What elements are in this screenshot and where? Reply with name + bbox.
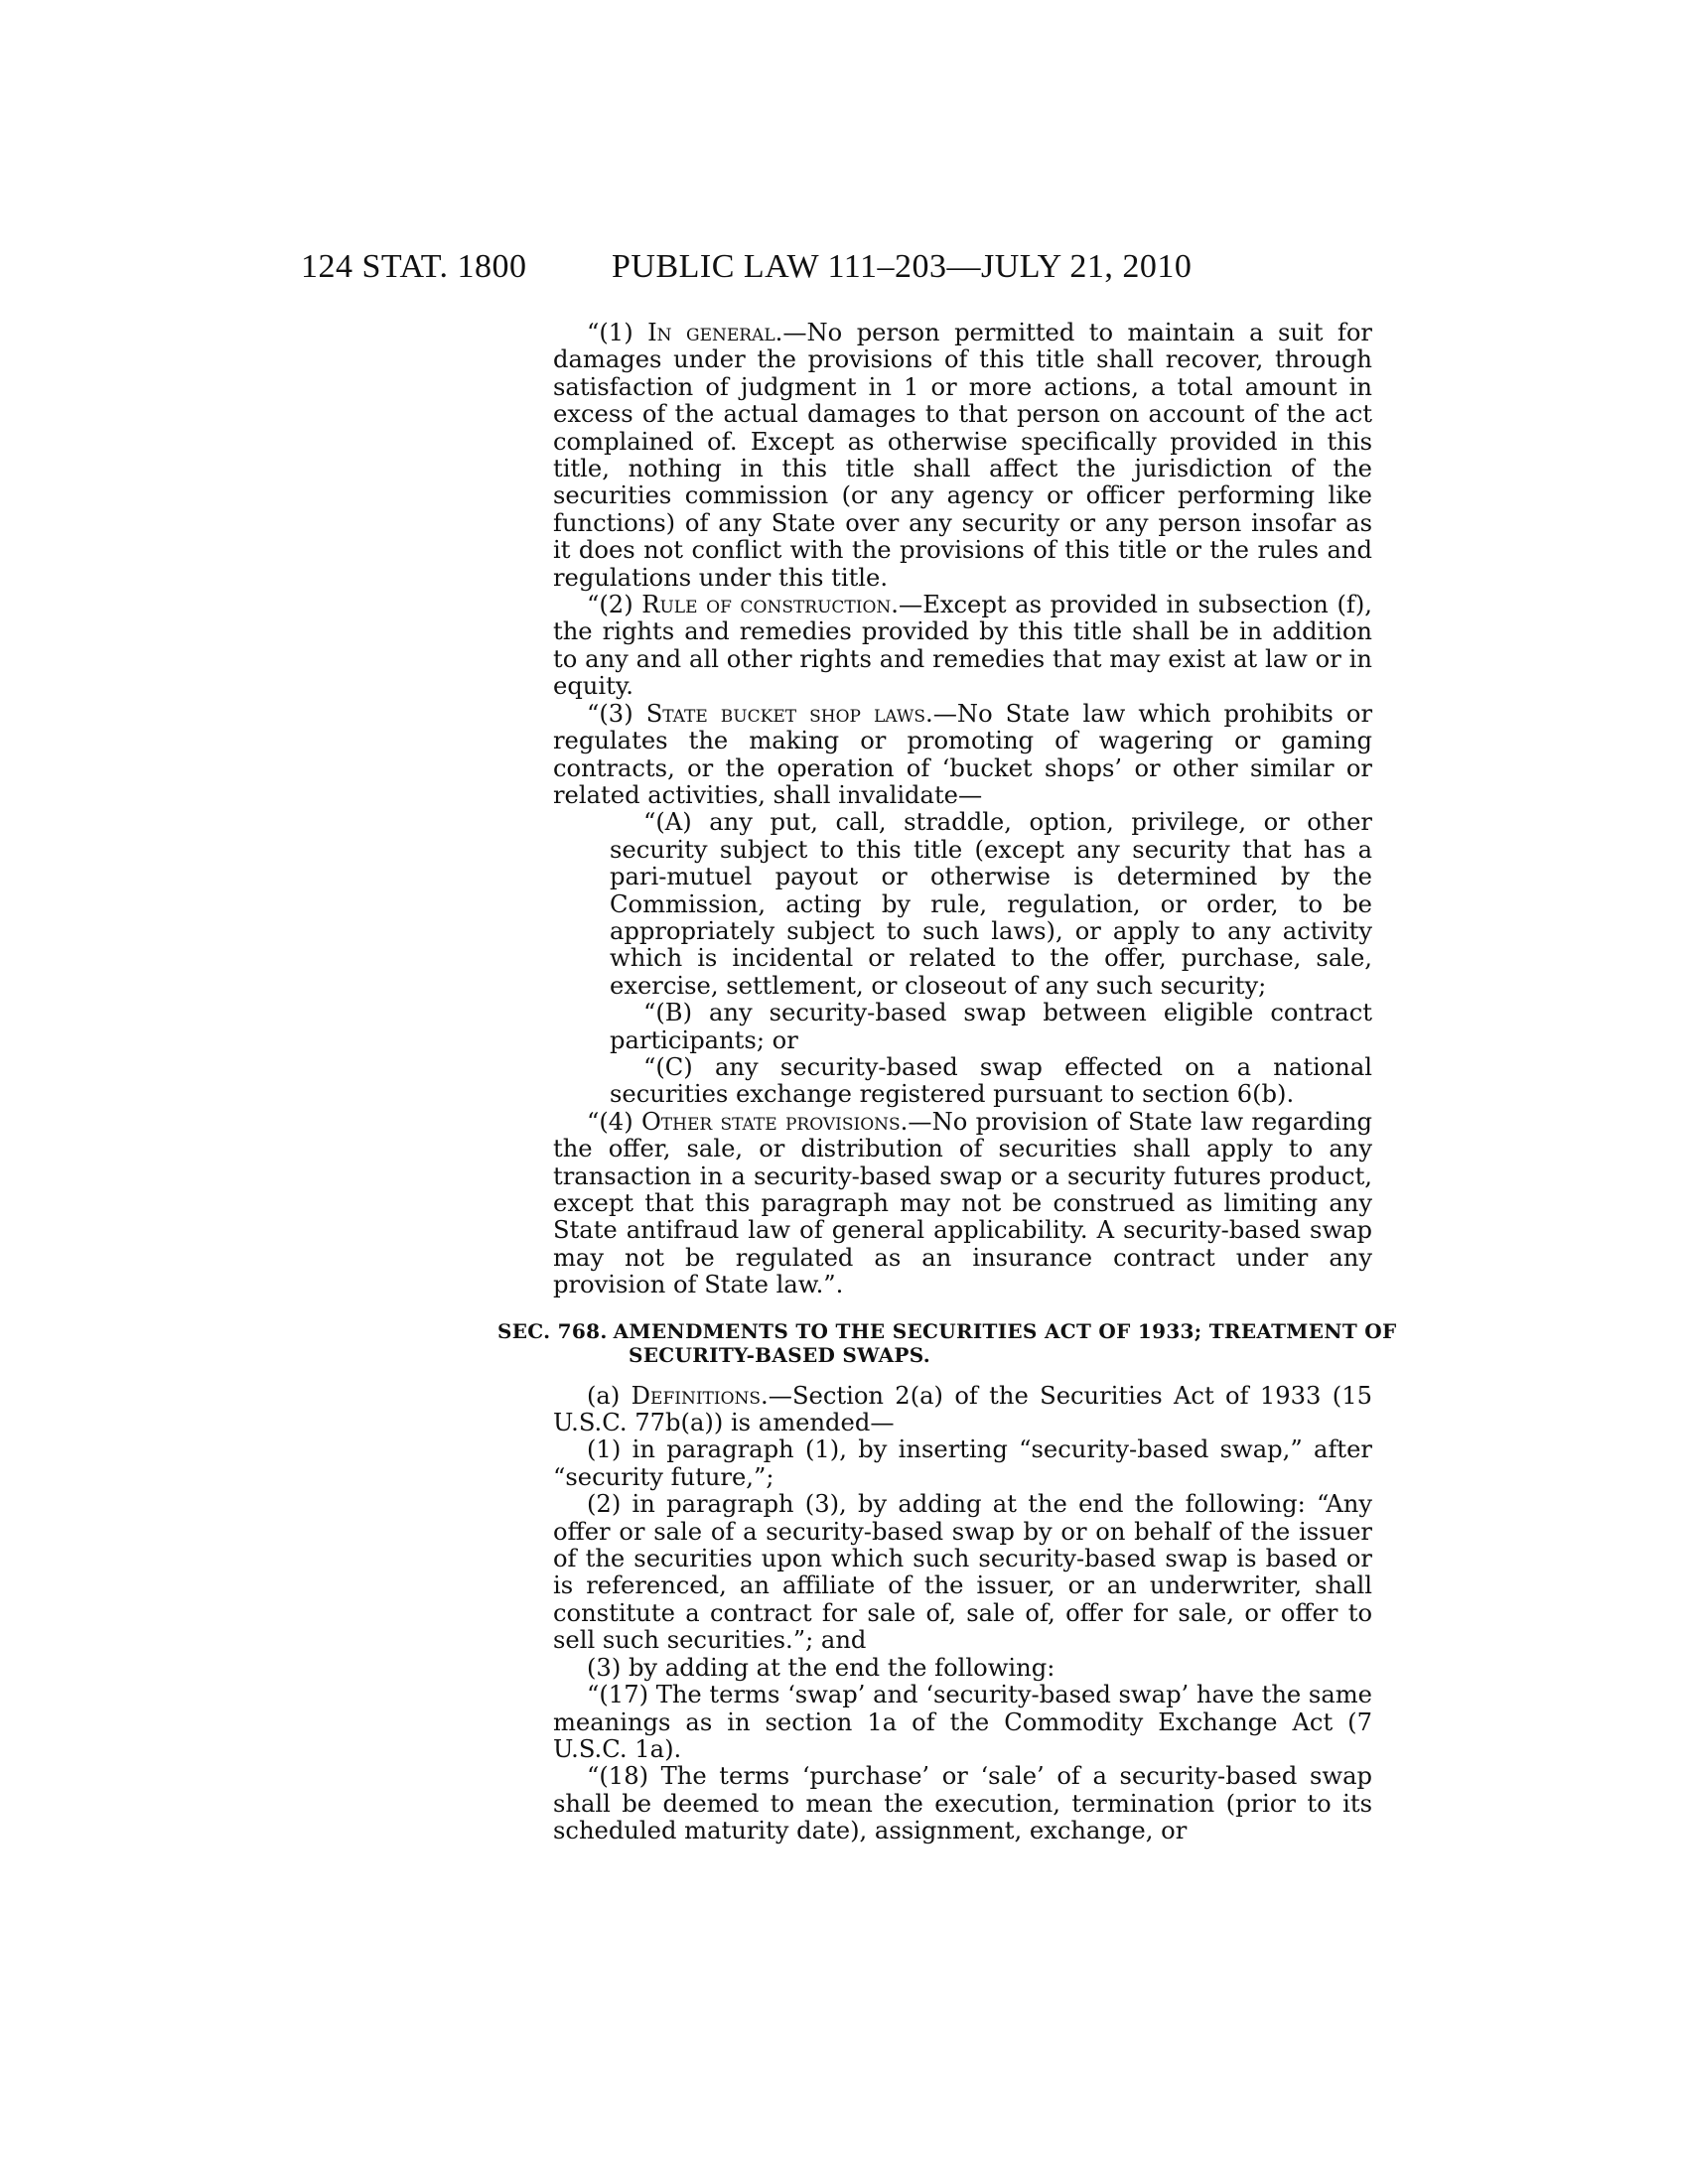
paragraph-2 xyxy=(553,592,1372,701)
paragraph-1-prefix: “(1) xyxy=(587,319,648,346)
definitions-paragraph xyxy=(553,1383,1372,1437)
paragraph-4-text: —No provision of State law regarding the offer, sale, or distribution of securities shall apply to any transaction in a security-based swap or a security futures product, except that this paragraph may not be construed as limiting any State antifraud law of general applicability. A security-based swap may not be regulated as an insurance contract under any provision of State law.”. xyxy=(553,1107,1372,1299)
paragraph-1-heading: In general. xyxy=(647,319,783,346)
paragraph-2-heading: Rule of construction. xyxy=(641,591,899,619)
section-title: AMENDMENTS TO THE SECURITIES ACT OF 1933; TREATMENT OF SECURITY-BASED SWAPS. xyxy=(613,1318,1397,1367)
amendment-3: (3) by adding at the end the following: xyxy=(587,1653,1055,1682)
amendment-2: (2) in paragraph (3), by adding at the end the following: “Any offer or sale of a security-based swap by or on behalf of the issuer of the securities upon which such security-based swap is based or is referenced, an affiliate of the issuer, or an underwriter, shall constitute a contract for sale of, sale of, offer for sale, or offer to sell such securities.”; and xyxy=(553,1490,1372,1655)
definitions-text: —Section 2(a) of the Securities Act of 1933 (15 U.S.C. 77b(a)) is amended— xyxy=(553,1381,1372,1437)
paragraph-3-prefix: “(3) xyxy=(587,699,646,728)
paragraph-1 xyxy=(553,320,1372,592)
amendment-1: (1) in paragraph (1), by inserting “security-based swap,” after “security future,”; xyxy=(553,1435,1372,1491)
paragraph-4 xyxy=(553,1109,1372,1299)
definition-18: “(18) The terms ‘purchase’ or ‘sale’ of a security-based swap shall be deemed to mean the execution, termination (prior to its scheduled maturity date), assignment, exchange, or xyxy=(553,1762,1372,1845)
paragraph-2-prefix: “(2) xyxy=(587,591,642,619)
body-text xyxy=(497,319,1397,1845)
paragraph-4-heading: Other state provisions. xyxy=(640,1107,909,1136)
definition-17: “(17) The terms ‘swap’ and ‘security-based swap’ have the same meanings as in section 1a of the Commodity Exchange Act (7 U.S.C. 1a). xyxy=(553,1681,1372,1763)
paragraph-4-prefix: “(4) xyxy=(587,1107,641,1136)
section-heading xyxy=(497,1319,1502,1367)
definitions-prefix: (a) xyxy=(587,1381,632,1410)
running-header-title: PUBLIC LAW 111–203—JULY 21, 2010 xyxy=(612,248,1193,285)
subparagraph-a: “(A) any put, call, straddle, option, privilege, or other security subject to this title (except any security that has a pari-mutuel payout or otherwise is determined by the Commission, acting by rule, regulation, or order, to be appropriately subject to such laws), or apply to any activity which is incidental or related to the offer, purchase, sale, exercise, settlement, or closeout of any such security; xyxy=(610,808,1372,1000)
subparagraph-b: “(B) any security-based swap between eligible contract participants; or xyxy=(610,999,1372,1054)
section-label: SEC. 768. xyxy=(497,1318,608,1343)
paragraph-1-text: —No person permitted to maintain a suit for damages under the provisions of this title shall recover, through satisfaction of judgment in 1 or more actions, a total amount in excess of the actual damages to that person on account of the act complained of. Except as otherwise specifically provided in this title, nothing in this title shall affect the jurisdiction of the securities commission (or any agency or officer performing like functions) of any State over any security or any person insofar as it does not conflict with the provisions of this title or the rules and regulations under this title. xyxy=(553,319,1372,592)
paragraph-3-heading: State bucket shop laws. xyxy=(645,699,933,728)
paragraph-2-text: —Except as provided in subsection (f), the rights and remedies provided by this title shall be in addition to any and all other rights and remedies that may exist at law or in equity. xyxy=(553,591,1372,701)
definitions-heading: Definitions. xyxy=(631,1381,769,1410)
paragraph-3-text: —No State law which prohibits or regulates the making or promoting of wagering or gaming contracts, or the operation of ‘bucket shops’ or other similar or related activities, shall invalidate— xyxy=(553,699,1373,809)
paragraph-3 xyxy=(553,701,1372,810)
page-stat-citation: 124 STAT. 1800 xyxy=(301,248,527,285)
subparagraph-c: “(C) any security-based swap effected on a national securities exchange registered pursuant to section 6(b). xyxy=(610,1052,1372,1109)
